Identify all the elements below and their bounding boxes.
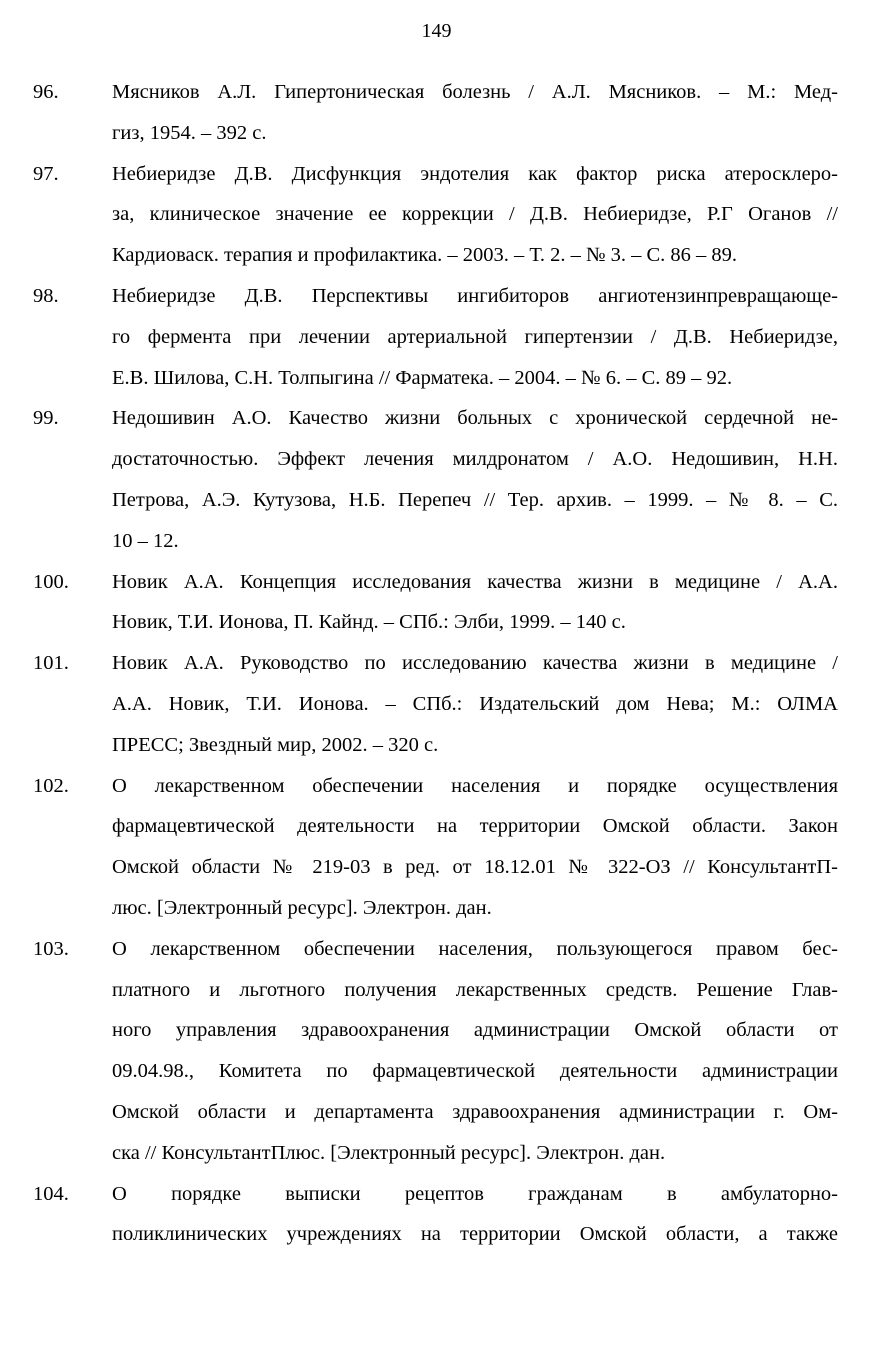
reference-line: 10 – 12. (112, 529, 179, 552)
reference-number: 101. (33, 652, 69, 675)
reference-number: 98. (33, 284, 59, 307)
reference-text (112, 562, 838, 644)
reference-line: О лекарственном обеспечении населения, пользующегося правом бес- (112, 937, 838, 960)
page-number: 149 (421, 20, 452, 42)
reference-line: Е.В. Шилова, С.Н. Толпыгина // Фарматека. – 2004. – № 6. – С. 89 – 92. (112, 366, 733, 389)
reference-line: Мясников А.Л. Гипертоническая болезнь / А.Л. Мясников. – М.: Мед- (112, 81, 838, 103)
reference-line: О лекарственном обеспечении населения и порядке осуществления (112, 774, 838, 797)
reference-item (0, 562, 873, 644)
reference-item (0, 72, 873, 154)
reference-line: фармацевтической деятельности на территории Омской области. Закон (112, 815, 838, 838)
reference-line: за, клиническое значение ее коррекции / Д.В. Небиеридзе, Р.Г Оганов // (112, 203, 838, 226)
reference-line: Омской области № 219-03 в ред. от 18.12.01 № 322-ОЗ // КонсультантП- (112, 856, 838, 879)
reference-line: Кардиоваск. терапия и профилактика. – 2003. – Т. 2. – № 3. – С. 86 – 89. (112, 244, 738, 267)
reference-line: О порядке выписки рецептов гражданам в амбулаторно- (112, 1182, 838, 1205)
reference-item (0, 766, 873, 929)
reference-line: го фермента при лечении артериальной гипертензии / Д.В. Небиеридзе, (112, 325, 838, 348)
reference-item (0, 643, 873, 765)
reference-item (0, 1174, 873, 1256)
reference-text (112, 276, 838, 398)
reference-number: 97. (33, 162, 59, 185)
reference-text (112, 929, 838, 1174)
reference-line: ска // КонсультантПлюс. [Электронный ресурс]. Электрон. дан. (112, 1141, 666, 1164)
reference-line: Омской области и департамента здравоохранения администрации г. Ом- (112, 1100, 838, 1123)
reference-line: Небиеридзе Д.В. Перспективы ингибиторов ангиотензинпревращающе- (112, 284, 838, 307)
reference-line: Новик А.А. Концепция исследования качества жизни в медицине / А.А. (112, 570, 838, 593)
reference-line: люс. [Электронный ресурс]. Электрон. дан. (112, 896, 492, 919)
reference-line: достаточностью. Эффект лечения милдронатом / А.О. Недошивин, Н.Н. (112, 448, 838, 471)
reference-number: 99. (33, 407, 59, 430)
reference-item (0, 398, 873, 561)
reference-line: Новик, Т.И. Ионова, П. Кайнд. – СПб.: Элби, 1999. – 140 с. (112, 611, 626, 634)
reference-line: ПРЕСС; Звездный мир, 2002. – 320 с. (112, 733, 439, 756)
reference-line: ного управления здравоохранения администрации Омской области от (112, 1019, 838, 1042)
reference-line: А.А. Новик, Т.И. Ионова. – СПб.: Издательский дом Нева; М.: ОЛМА (112, 692, 838, 715)
reference-line: Новик А.А. Руководство по исследованию качества жизни в медицине / (112, 652, 838, 675)
reference-number: 96. (33, 81, 59, 103)
reference-line: Небиеридзе Д.В. Дисфункция эндотелия как фактор риска атеросклеро- (112, 162, 838, 185)
reference-text (112, 72, 838, 154)
reference-item (0, 929, 873, 1174)
reference-line: поликлинических учреждениях на территории Омской области, а также (112, 1223, 838, 1246)
reference-text (112, 643, 838, 765)
reference-number: 104. (33, 1182, 69, 1205)
reference-number: 100. (33, 570, 69, 593)
reference-text (112, 1174, 838, 1256)
reference-text (112, 154, 838, 276)
reference-line: Недошивин А.О. Качество жизни больных с хронической сердечной не- (112, 407, 838, 430)
reference-line: гиз, 1954. – 392 с. (112, 121, 267, 144)
reference-number: 102. (33, 774, 69, 797)
reference-item (0, 276, 873, 398)
reference-number: 103. (33, 937, 69, 960)
reference-item (0, 154, 873, 276)
reference-line: платного и льготного получения лекарственных средств. Решение Глав- (112, 978, 838, 1001)
reference-text (112, 398, 838, 561)
reference-line: 09.04.98., Комитета по фармацевтической деятельности администрации (112, 1060, 838, 1083)
reference-text (112, 766, 838, 929)
reference-line: Петрова, А.Э. Кутузова, Н.Б. Перепеч // Тер. архив. – 1999. – № 8. – С. (112, 488, 838, 511)
reference-list (0, 72, 873, 1255)
